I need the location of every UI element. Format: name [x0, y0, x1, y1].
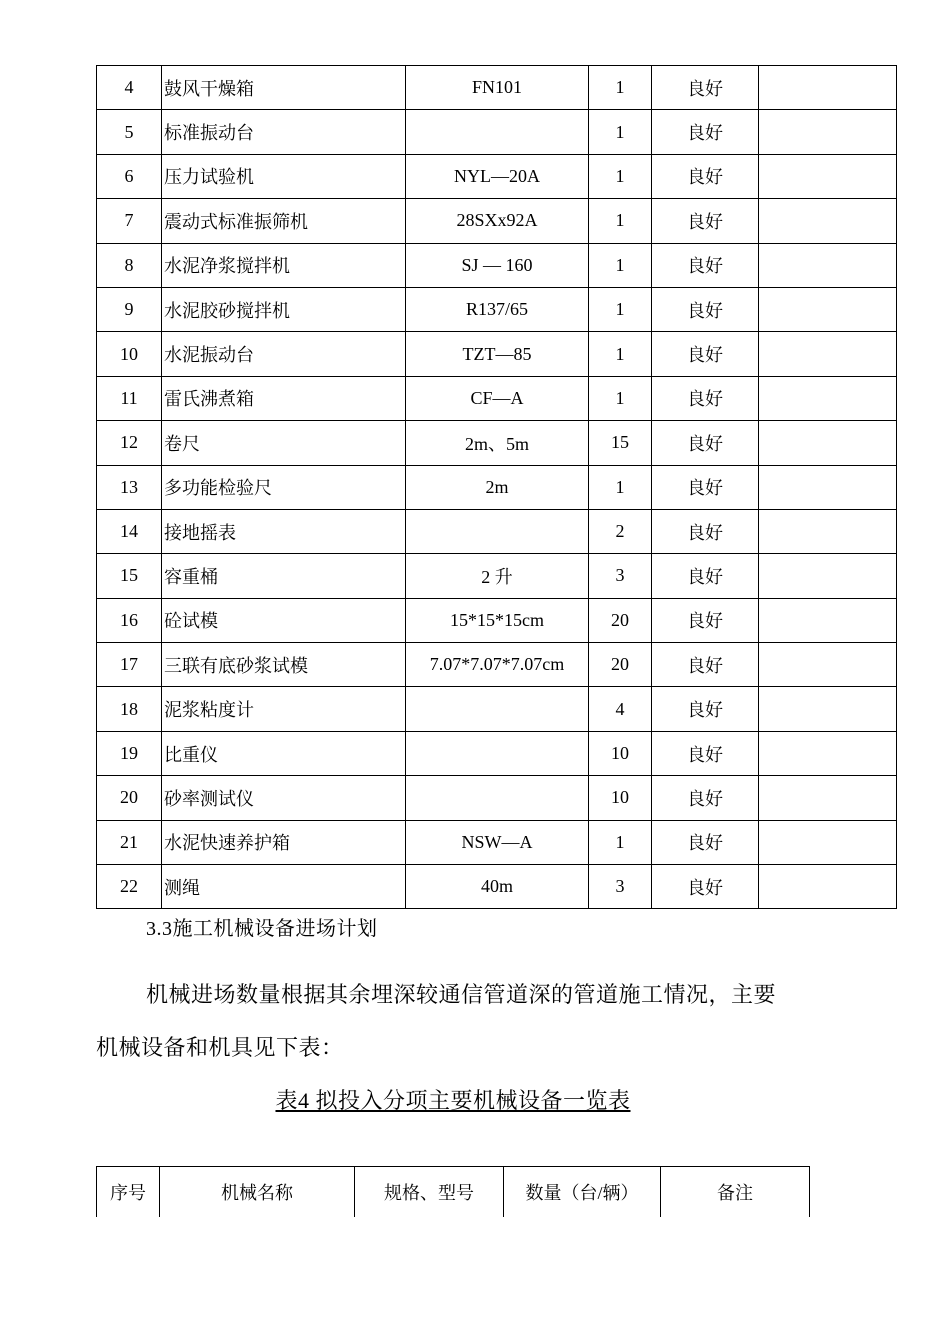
cell-status: 良好: [652, 110, 759, 154]
cell-status: 良好: [652, 465, 759, 509]
cell-note: [759, 465, 897, 509]
cell-no: 18: [97, 687, 162, 731]
cell-model: SJ — 160: [406, 243, 589, 287]
cell-note: [759, 598, 897, 642]
table-row: [97, 332, 897, 376]
cell-name: 鼓风干燥箱: [162, 66, 406, 110]
cell-status: 良好: [652, 598, 759, 642]
cell-no: 15: [97, 554, 162, 598]
cell-model: 2 升: [406, 554, 589, 598]
cell-no: 4: [97, 66, 162, 110]
cell-status: 良好: [652, 731, 759, 775]
header-no: 序号: [97, 1167, 160, 1218]
cell-model: 40m: [406, 865, 589, 909]
cell-name: 砼试模: [162, 598, 406, 642]
cell-note: [759, 110, 897, 154]
cell-name: 砂率测试仪: [162, 776, 406, 820]
cell-status: 良好: [652, 421, 759, 465]
paragraph-line-2: 机械设备和机具见下表：: [96, 1035, 344, 1060]
cell-no: 6: [97, 154, 162, 198]
cell-name: 卷尺: [162, 421, 406, 465]
cell-note: [759, 776, 897, 820]
cell-no: 9: [97, 287, 162, 331]
cell-status: 良好: [652, 509, 759, 553]
header-qty: 数量（台/辆）: [504, 1167, 661, 1218]
cell-no: 19: [97, 731, 162, 775]
cell-note: [759, 332, 897, 376]
table-row: [97, 199, 897, 243]
cell-note: [759, 199, 897, 243]
cell-status: 良好: [652, 554, 759, 598]
table-row: [97, 687, 897, 731]
cell-qty: 3: [589, 865, 652, 909]
machinery-table: [96, 1166, 810, 1217]
cell-status: 良好: [652, 865, 759, 909]
cell-model: TZT—85: [406, 332, 589, 376]
cell-model: FN101: [406, 66, 589, 110]
cell-status: 良好: [652, 199, 759, 243]
cell-no: 7: [97, 199, 162, 243]
cell-status: 良好: [652, 243, 759, 287]
cell-name: 震动式标准振筛机: [162, 199, 406, 243]
cell-qty: 1: [589, 243, 652, 287]
cell-qty: 15: [589, 421, 652, 465]
cell-model: CF—A: [406, 376, 589, 420]
table-row: [97, 865, 897, 909]
cell-note: [759, 421, 897, 465]
cell-model: [406, 687, 589, 731]
header-name: 机械名称: [160, 1167, 355, 1218]
table-row: [97, 287, 897, 331]
table-row: [97, 66, 897, 110]
cell-model: NYL—20A: [406, 154, 589, 198]
cell-name: 水泥快速养护箱: [162, 820, 406, 864]
cell-note: [759, 820, 897, 864]
cell-qty: 1: [589, 376, 652, 420]
cell-model: 2m、5m: [406, 421, 589, 465]
cell-no: 21: [97, 820, 162, 864]
cell-name: 多功能检验尺: [162, 465, 406, 509]
cell-status: 良好: [652, 820, 759, 864]
cell-model: R137/65: [406, 287, 589, 331]
cell-no: 17: [97, 643, 162, 687]
cell-note: [759, 643, 897, 687]
cell-qty: 1: [589, 465, 652, 509]
cell-status: 良好: [652, 687, 759, 731]
cell-name: 标准振动台: [162, 110, 406, 154]
cell-note: [759, 287, 897, 331]
cell-name: 测绳: [162, 865, 406, 909]
cell-name: 水泥净浆搅拌机: [162, 243, 406, 287]
cell-no: 16: [97, 598, 162, 642]
cell-status: 良好: [652, 66, 759, 110]
cell-model: NSW—A: [406, 820, 589, 864]
cell-no: 5: [97, 110, 162, 154]
cell-model: 2m: [406, 465, 589, 509]
table-row: [97, 421, 897, 465]
cell-no: 8: [97, 243, 162, 287]
cell-qty: 3: [589, 554, 652, 598]
cell-note: [759, 554, 897, 598]
cell-name: 泥浆粘度计: [162, 687, 406, 731]
cell-note: [759, 865, 897, 909]
table-row: [97, 731, 897, 775]
table-row: [97, 820, 897, 864]
table-row: [97, 776, 897, 820]
cell-model: 15*15*15cm: [406, 598, 589, 642]
table-row: [97, 110, 897, 154]
table-row: [97, 643, 897, 687]
cell-status: 良好: [652, 154, 759, 198]
cell-note: [759, 509, 897, 553]
cell-status: 良好: [652, 332, 759, 376]
cell-qty: 1: [589, 287, 652, 331]
cell-no: 11: [97, 376, 162, 420]
table-row: [97, 376, 897, 420]
header-model: 规格、型号: [355, 1167, 504, 1218]
cell-no: 13: [97, 465, 162, 509]
cell-model: [406, 731, 589, 775]
cell-no: 12: [97, 421, 162, 465]
paragraph-line-1: 机械进场数量根据其余埋深较通信管道深的管道施工情况，主要: [146, 982, 777, 1007]
cell-name: 容重桶: [162, 554, 406, 598]
cell-note: [759, 687, 897, 731]
cell-qty: 1: [589, 199, 652, 243]
cell-model: [406, 509, 589, 553]
cell-qty: 1: [589, 154, 652, 198]
cell-qty: 1: [589, 820, 652, 864]
table-row: [97, 243, 897, 287]
table-row: [97, 509, 897, 553]
cell-qty: 4: [589, 687, 652, 731]
cell-model: [406, 776, 589, 820]
cell-model: 7.07*7.07*7.07cm: [406, 643, 589, 687]
cell-note: [759, 731, 897, 775]
cell-model: [406, 110, 589, 154]
cell-no: 20: [97, 776, 162, 820]
cell-qty: 1: [589, 110, 652, 154]
cell-qty: 20: [589, 643, 652, 687]
cell-name: 压力试验机: [162, 154, 406, 198]
table-row: [97, 598, 897, 642]
cell-qty: 10: [589, 731, 652, 775]
cell-status: 良好: [652, 287, 759, 331]
cell-note: [759, 154, 897, 198]
cell-status: 良好: [652, 776, 759, 820]
cell-qty: 20: [589, 598, 652, 642]
cell-note: [759, 66, 897, 110]
cell-status: 良好: [652, 643, 759, 687]
cell-name: 雷氏沸煮箱: [162, 376, 406, 420]
cell-name: 三联有底砂浆试模: [162, 643, 406, 687]
table-row: [97, 465, 897, 509]
cell-name: 水泥胶砂搅拌机: [162, 287, 406, 331]
cell-qty: 2: [589, 509, 652, 553]
cell-qty: 1: [589, 332, 652, 376]
table-row: [97, 154, 897, 198]
header-note: 备注: [661, 1167, 810, 1218]
cell-qty: 10: [589, 776, 652, 820]
cell-qty: 1: [589, 66, 652, 110]
table-caption: 表4 拟投入分项主要机械设备一览表: [275, 1088, 631, 1113]
table-header-row: [97, 1167, 810, 1218]
section-heading: 3.3施工机械设备进场计划: [146, 918, 378, 940]
cell-name: 比重仪: [162, 731, 406, 775]
cell-status: 良好: [652, 376, 759, 420]
cell-note: [759, 243, 897, 287]
cell-name: 接地摇表: [162, 509, 406, 553]
cell-no: 10: [97, 332, 162, 376]
cell-note: [759, 376, 897, 420]
cell-no: 14: [97, 509, 162, 553]
cell-no: 22: [97, 865, 162, 909]
cell-model: 28SXx92A: [406, 199, 589, 243]
table-row: [97, 554, 897, 598]
equipment-table: [96, 65, 897, 909]
cell-name: 水泥振动台: [162, 332, 406, 376]
